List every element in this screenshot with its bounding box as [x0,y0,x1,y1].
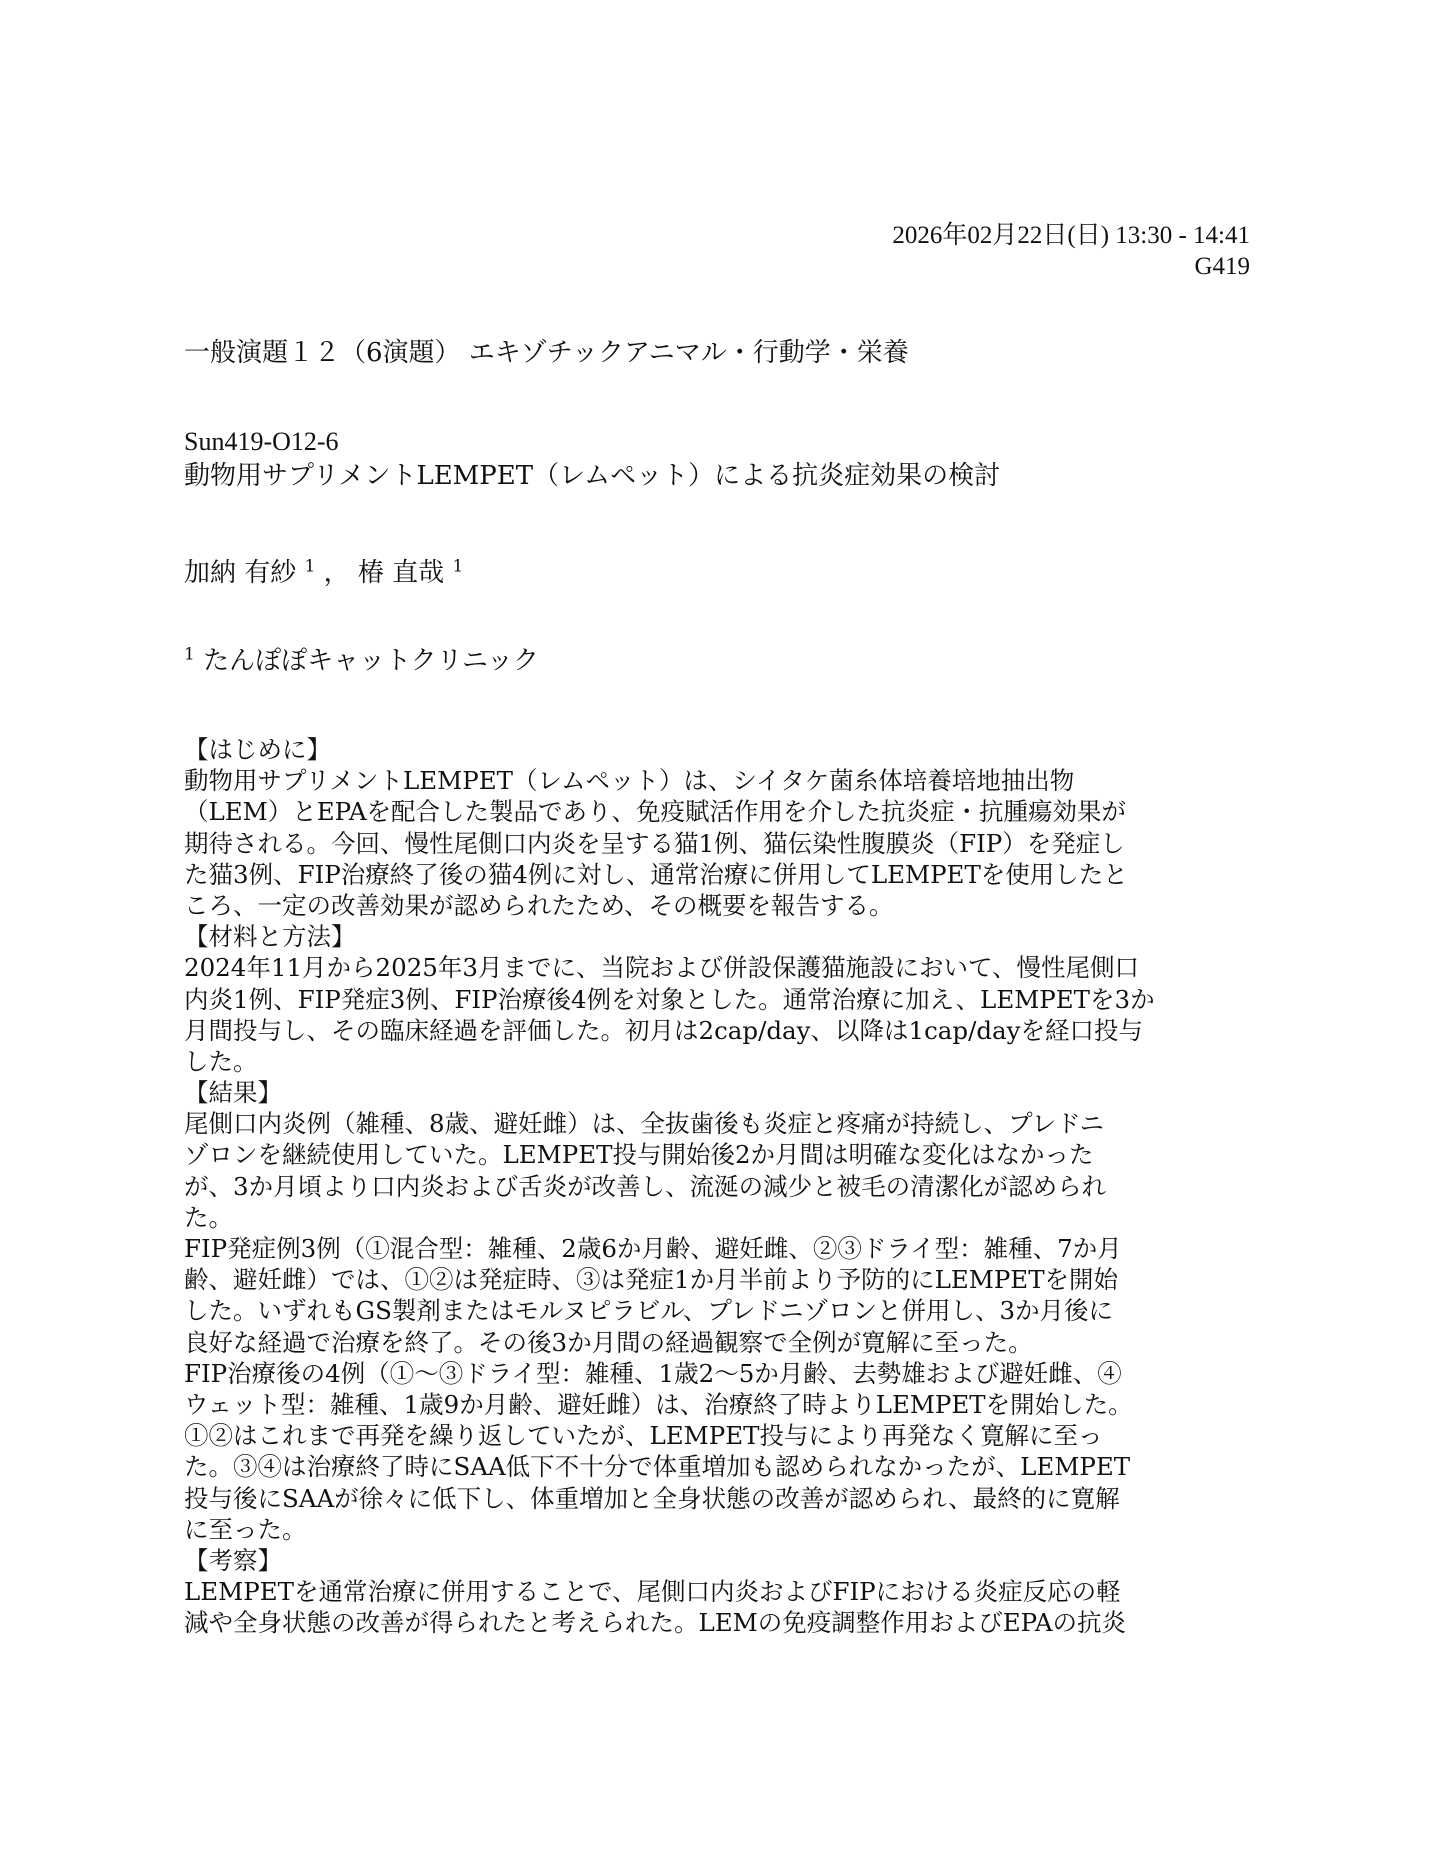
abstract-line: ウェット型：雑種、1歳9か月齢、避妊雌）は、治療終了時よりLEMPETを開始した。 [184,1389,1133,1419]
abstract-line: 動物用サプリメントLEMPET（レムペット）は、シイタケ菌糸体培養培地抽出物 [184,766,1075,796]
session-title: 一般演題１２（6演題） エキゾチックアニマル・行動学・栄養 [184,338,909,368]
abstract-line: （LEM）とEPAを配合した製品であり、免疫賦活作用を介した抗炎症・抗腫瘍効果が [184,797,1127,827]
author-affiliation-mark: 1 [304,556,316,577]
abstract-line: FIP治療後の4例（①～③ドライ型：雑種、1歳2～5か月齢、去勢雄および避妊雌、④ [184,1358,1122,1388]
abstract-line: 内炎1例、FIP発症3例、FIP治療後4例を対象とした。通常治療に加え、LEMPETを3か [184,984,1155,1014]
abstract-line: 齢、避妊雌）では、①②は発症時、③は発症1か月半前より予防的にLEMPETを開始 [184,1265,1119,1295]
abstract-line: 期待される。今回、慢性尾側口内炎を呈する猫1例、猫伝染性腹膜炎（FIP）を発症し [184,828,1125,858]
abstract-line: 減や全身状態の改善が得られたと考えられた。LEMの免疫調整作用およびEPAの抗炎 [184,1608,1127,1638]
abstract-line: が、3か月頃より口内炎および舌炎が改善し、流涎の減少と被毛の清潔化が認められ [184,1171,1107,1201]
affiliation-name: たんぽぽキャットクリニック [203,646,540,676]
author-name: 椿 直哉 [357,558,445,588]
author-separator: ， [323,558,350,588]
abstract-line: に至った。 [184,1514,307,1544]
abstract-line: ころ、一定の改善効果が認められたため、その概要を報告する。 [184,890,894,920]
abstract-line: た。 [184,1202,233,1232]
presentation-title: 動物用サプリメントLEMPET（レムペット）による抗炎症効果の検討 [184,461,1001,491]
abstract-line: した。 [184,1046,258,1076]
affiliation-mark: 1 [184,644,195,665]
abstract-body [184,734,1264,1638]
abstract-line: 【材料と方法】 [184,922,356,952]
author-name: 加納 有紗 [184,558,297,588]
presentation-id: Sun419-O12-6 [184,427,339,456]
abstract-line: 尾側口内炎例（雑種、8歳、避妊雌）は、全抜歯後も炎症と疼痛が持続し、プレドニ [184,1109,1105,1139]
author-list [184,556,463,590]
abstract-line: 【結果】 [184,1078,282,1108]
abstract-line: た猫3例、FIP治療終了後の猫4例に対し、通常治療に併用してLEMPETを使用したと [184,859,1128,889]
session-datetime: 2026年02月22日(日) 13:30 - 14:41 [892,222,1250,249]
abstract-line: LEMPETを通常治療に併用することで、尾側口内炎およびFIPにおける炎症反応の軽 [184,1577,1121,1607]
abstract-line: 投与後にSAAが徐々に低下し、体重増加と全身状態の改善が認められ、最終的に寛解 [184,1483,1120,1513]
abstract-line: した。いずれもGS製剤またはモルヌピラビル、プレドニゾロンと併用し、3か月後に [184,1296,1114,1326]
abstract-line: 月間投与し、その臨床経過を評価した。初月は2cap/day、以降は1cap/dayを経口投与 [184,1015,1143,1045]
author-affiliation-mark: 1 [452,556,464,577]
session-room: G419 [1194,253,1250,280]
abstract-line: 良好な経過で治療を終了。その後3か月間の経過観察で全例が寛解に至った。 [184,1327,1033,1357]
abstract-line: ゾロンを継続使用していた。LEMPET投与開始後2か月間は明確な変化はなかった [184,1140,1094,1170]
abstract-line: 【考察】 [184,1545,282,1575]
abstract-line: た。③④は治療終了時にSAA低下不十分で体重増加も認められなかったが、LEMPET [184,1452,1131,1482]
affiliation [184,644,539,678]
abstract-line: FIP発症例3例（①混合型：雑種、2歳6か月齢、避妊雌、②③ドライ型：雑種、7か月 [184,1234,1122,1263]
abstract-line: 2024年11月から2025年3月までに、当院および併設保護猫施設において、慢性尾側口 [184,953,1139,983]
abstract-line: ①②はこれまで再発を繰り返していたが、LEMPET投与により再発なく寛解に至っ [184,1421,1103,1451]
abstract-line: 【はじめに】 [184,735,331,764]
